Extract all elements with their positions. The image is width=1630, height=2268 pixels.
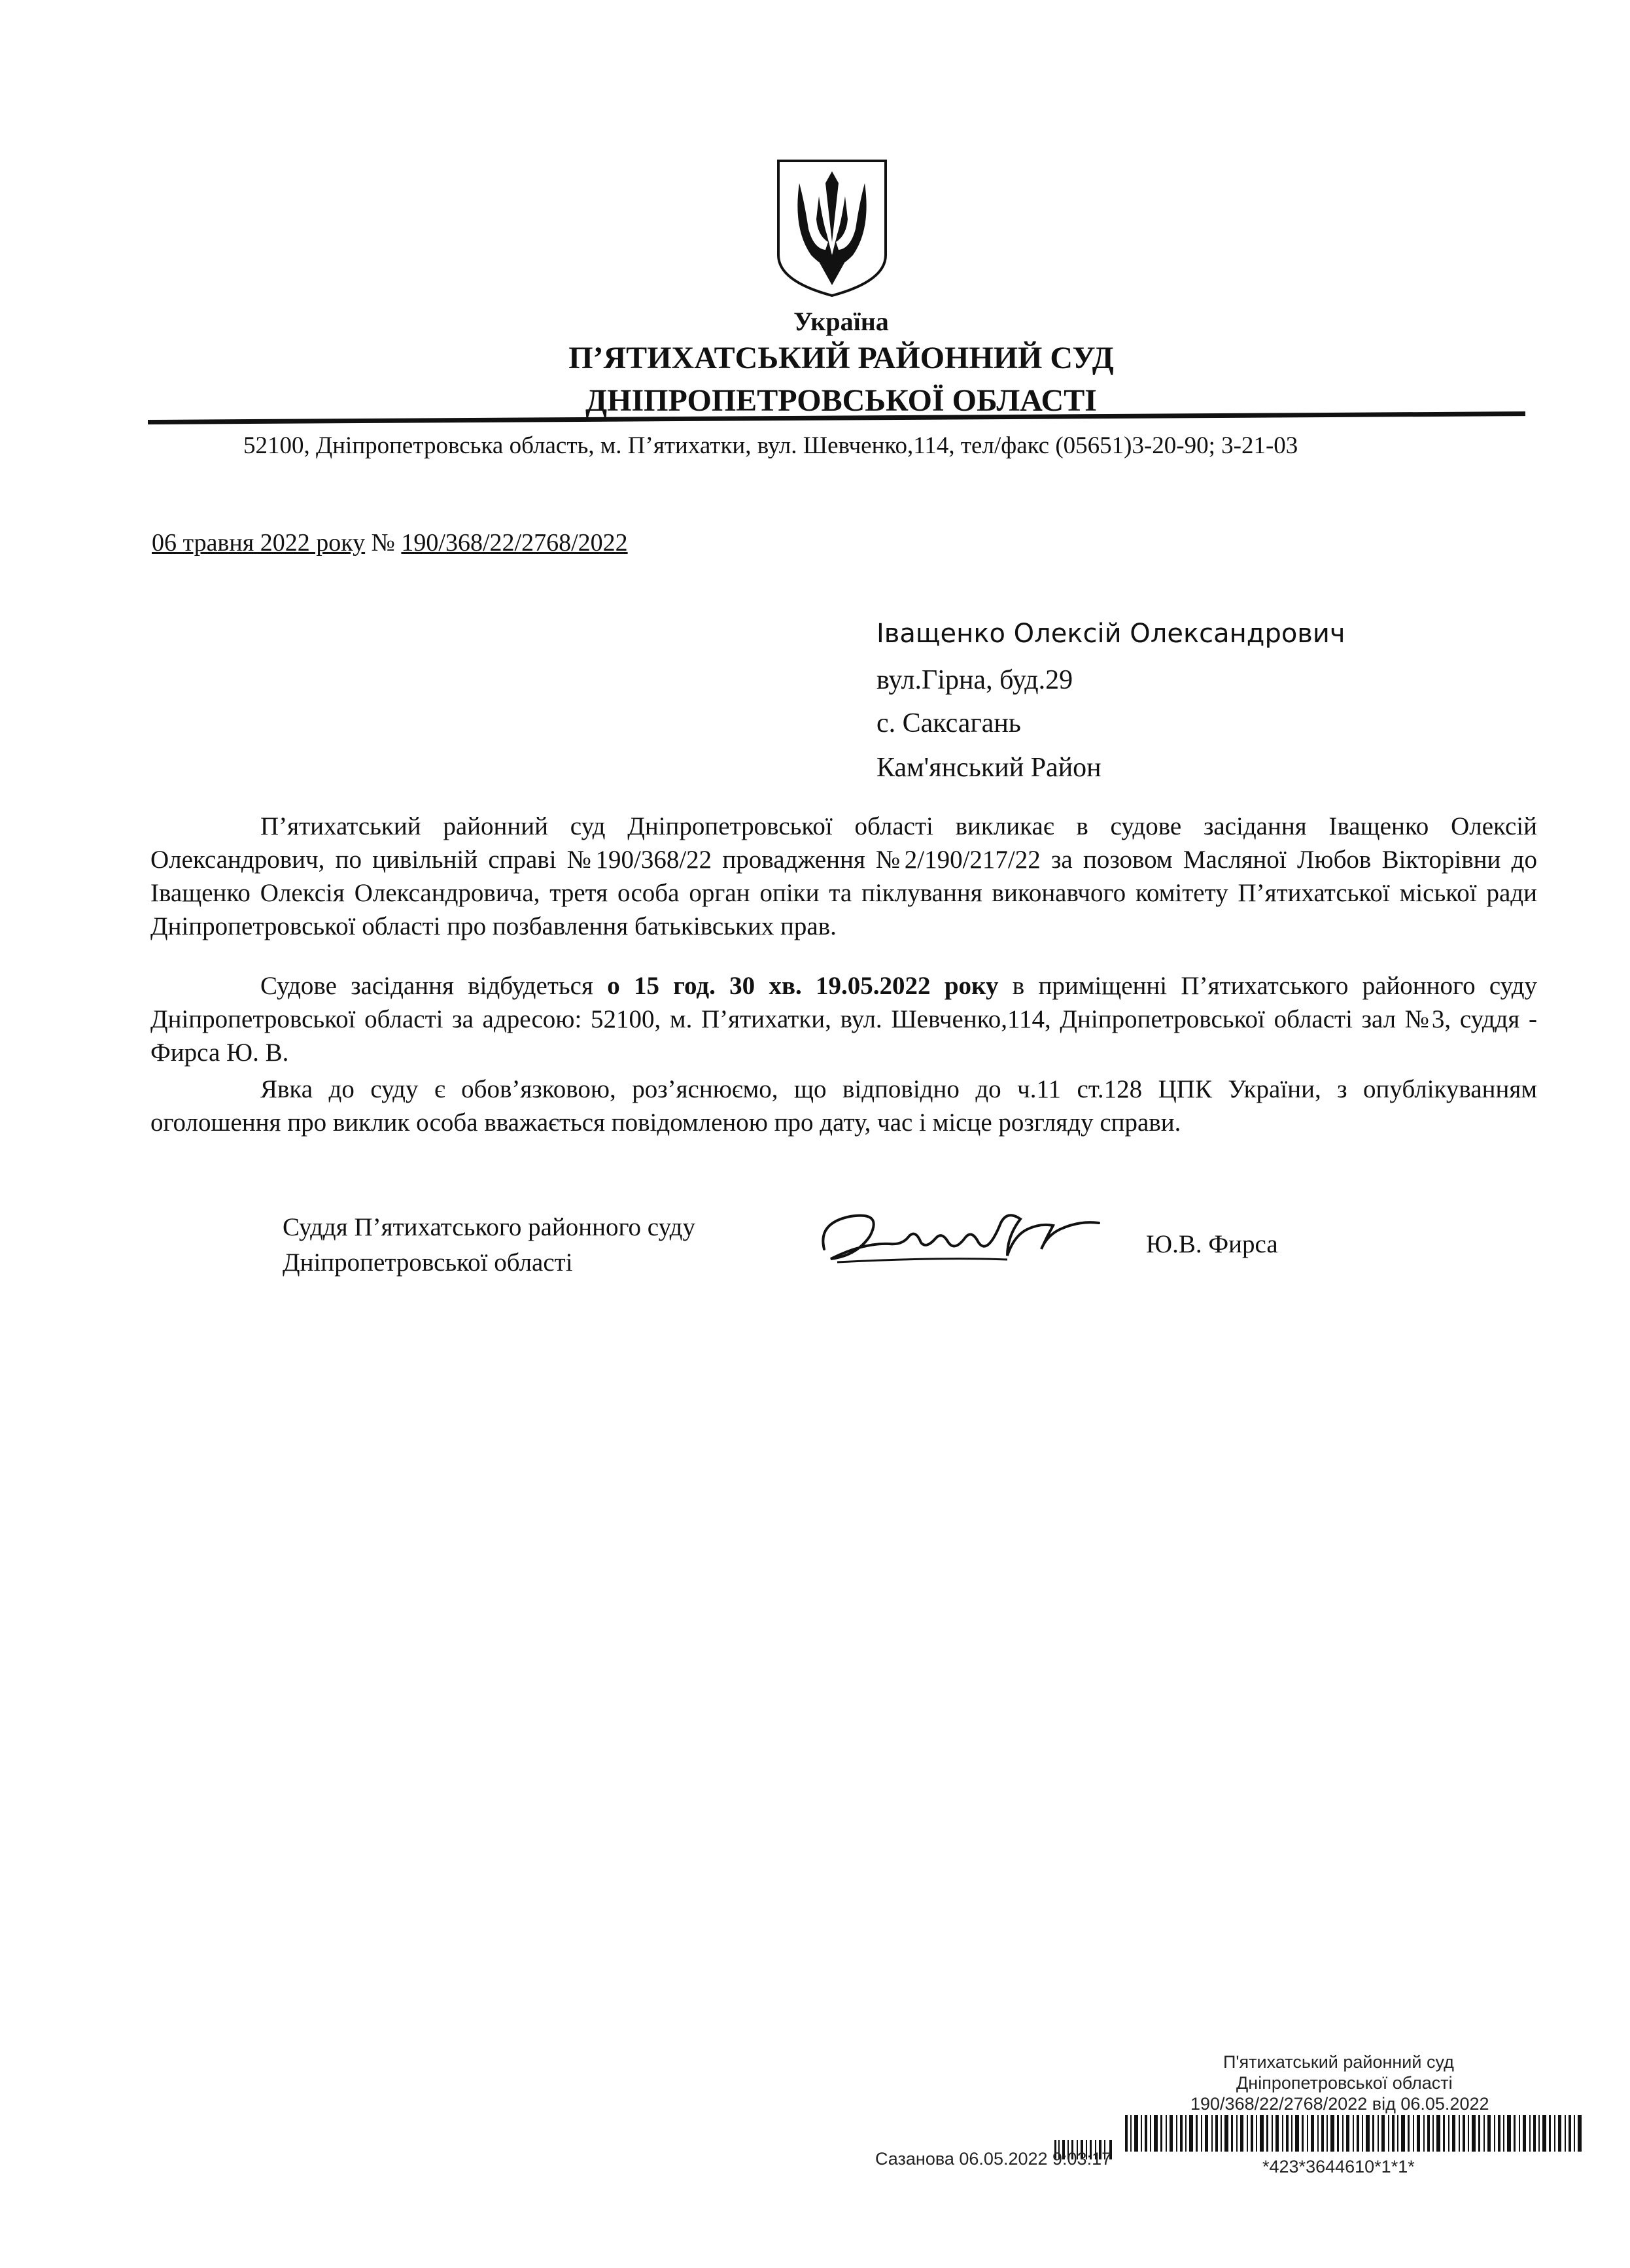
registration-stamp-line3: 190/368/22/2768/2022 від 06.05.2022 — [1190, 2094, 1489, 2114]
recipient-village: с. Саксагань — [876, 708, 1021, 738]
barcode-code: *423*3644610*1*1* — [1262, 2157, 1415, 2176]
reference-number-sign: № — [371, 529, 395, 557]
registration-operator-timestamp: Сазанова 06.05.2022 9:03:17 — [875, 2149, 1112, 2169]
reference-number: 190/368/22/2768/2022 — [401, 529, 628, 557]
hearing-datetime: о 15 год. 30 хв. 19.05.2022 року — [607, 972, 999, 1000]
registration-stamp-line2: Дніпропетровської області — [1236, 2073, 1453, 2093]
recipient-district: Кам'янський Район — [876, 753, 1101, 783]
barcode — [1125, 2115, 1583, 2152]
country-title: Україна — [793, 307, 889, 336]
judge-title-line1: Суддя П’ятихатського районного суду — [283, 1213, 695, 1241]
court-name-line2: ДНІПРОПЕТРОВСЬКОЇ ОБЛАСТІ — [585, 383, 1097, 418]
summons-text-rest: по цивільній справі №190/368/22 провадження №2/190/217/22 за позовом Масляної Любов Вікторівни до Іващенко Олексія Олександровича, третя особа орган опіки та піклування виконавчого комітету П’ятихатської міської ради Дніпропетровської області про позбавлення батьківських прав. — [150, 846, 1537, 940]
court-name-line1: П’ЯТИХАТСЬКИЙ РАЙОННИЙ СУД — [568, 341, 1114, 375]
reference-date: 06 травня 2022 року — [152, 529, 366, 557]
court-address: 52100, Дніпропетровська область, м. П’ятихатки, вул. Шевченко,114, тел/факс (05651)3-20-90; 3-21-03 — [243, 432, 1298, 459]
document-reference — [152, 528, 628, 557]
trident-emblem-icon — [773, 157, 891, 300]
recipient-name: Іващенко Олексій Олександрович — [876, 619, 1345, 649]
body-paragraph-hearing — [150, 969, 1537, 1069]
body-paragraph-attendance: Явка до суду є обов’язковою, роз’яснюємо, що відповідно до ч.11 ст.128 ЦПК України, з опублікуванням оголошення про виклик особа вважається повідомленою про дату, час і місце розгляду справи. — [150, 1075, 1537, 1137]
judge-name: Ю.В. Фирса — [1146, 1230, 1278, 1258]
body-paragraph-summons — [150, 810, 1537, 943]
hearing-location: в приміщенні П’ятихатського районного суду Дніпропетровської області за адресою: 52100, м. П’ятихатки, вул. Шевченко,114, Дніпропетровської області зал №3, суддя - Фирса Ю. В. — [150, 972, 1538, 1067]
recipient-street: вул.Гірна, буд.29 — [876, 665, 1073, 695]
registration-stamp-line1: П'ятихатський районний суд — [1223, 2052, 1454, 2072]
summons-text-start: П’ятихатський районний суд Дніпропетровської області викликає в судове засідання Іващенко Олексій Олександрович, — [150, 812, 1537, 874]
judge-title-line2: Дніпропетровської області — [283, 1248, 573, 1277]
handwritten-signature — [811, 1197, 1112, 1275]
hearing-text-start: Судове засідання відбудеться — [260, 972, 593, 1000]
